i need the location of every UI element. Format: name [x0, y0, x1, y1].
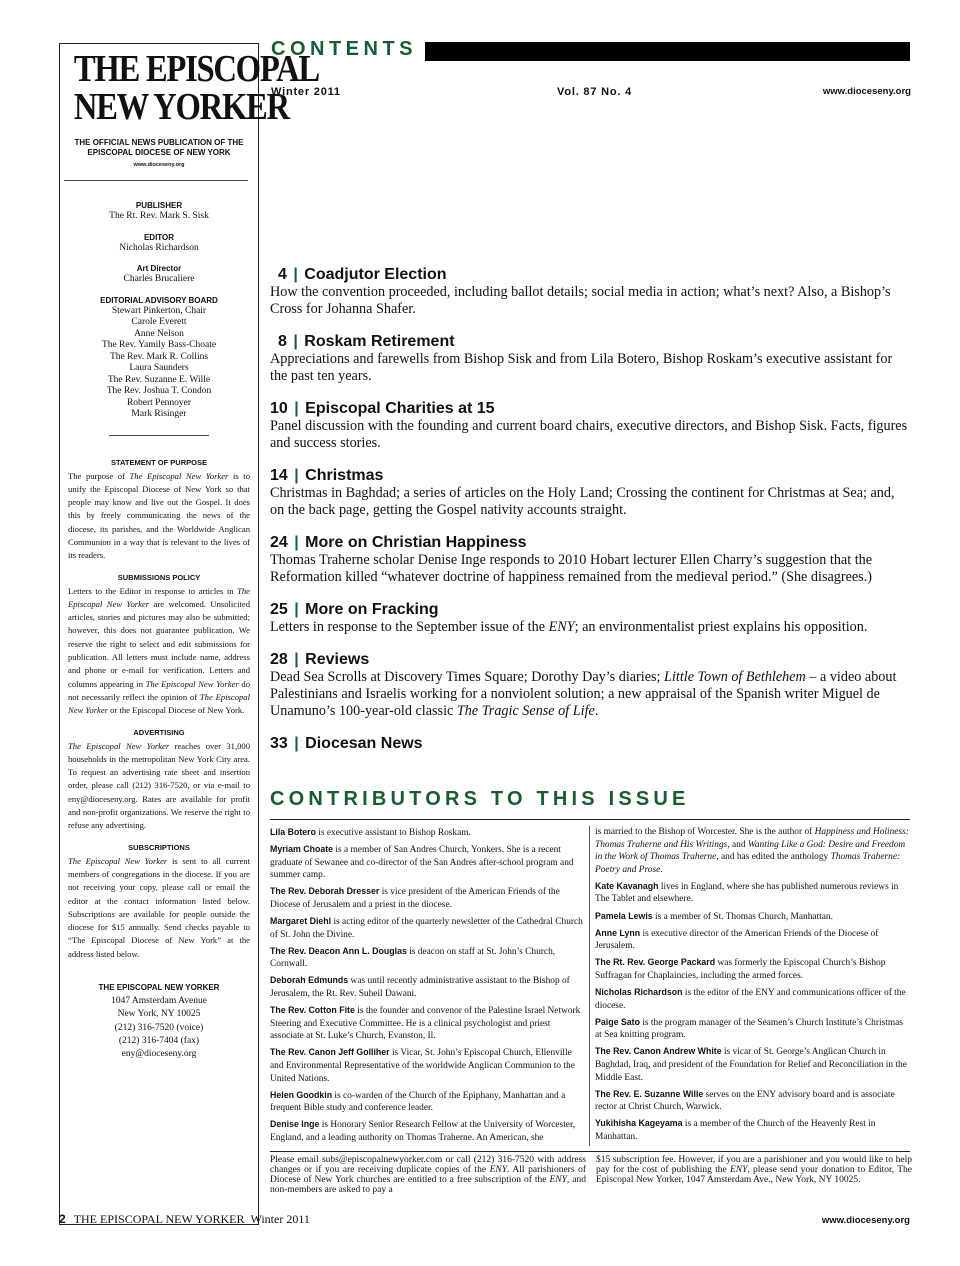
phone-voice: (212) 316-7520 (voice) [114, 1022, 204, 1033]
toc-description: Letters in response to the September issue of the ENY; an environmentalist priest explains his opposition. [270, 619, 868, 635]
contributor-name: The Rev. Canon Andrew White [595, 1046, 722, 1057]
board-member: Mark Risinger [131, 409, 187, 419]
art-director-block [60, 264, 258, 286]
art-director-label: Art Director [136, 264, 182, 273]
contact-email[interactable]: eny@dioceseny.org [121, 1049, 197, 1060]
contributor-entry: The Rev. Deacon Ann L. Douglas is deacon on staff at St. John’s Church, Cornwall. [270, 945, 556, 970]
submissions-heading: SUBMISSIONS POLICY [117, 572, 201, 582]
masthead-line-1: THE EPISCOPAL [73, 48, 319, 90]
sidebar-divider [64, 180, 248, 181]
toc-title: Diocesan News [305, 735, 423, 752]
toc-item[interactable] [270, 651, 912, 720]
contributor-name: Kate Kavanagh [595, 880, 659, 891]
contributor-entry: Helen Goodkin is co-warden of the Church of the Epiphany, Manhattan and a frequent Bible study and conference leader. [270, 1089, 566, 1114]
board-member: Laura Saunders [129, 363, 189, 373]
advisory-board-label: EDITORIAL ADVISORY BOARD [100, 295, 218, 305]
subscriptions-heading: SUBSCRIPTIONS [128, 842, 190, 852]
page-footer [59, 1212, 310, 1227]
board-member: Carole Everett [131, 317, 187, 327]
contributor-name: The Rev. Canon Jeff Golliher [270, 1047, 390, 1058]
toc-title: Reviews [305, 651, 370, 668]
contributor-name: Nicholas Richardson [595, 987, 683, 998]
submissions-text: Letters to the Editor in response to articles in The Episcopal New Yorker are welcomed. Unsolicited articles, stories and pictures may also be submitted; however, this does not guarantee publication. We reserve the right to select and edit submissions for publication. All letters must include name, address and phone or e-mail for verification. Letters and columns appearing in The Episcopal New Yorker do not necessarily reflect the opinion of The Episcopal New Yorker or the Episcopal Diocese of New York. [68, 585, 250, 716]
contributor-name: Margaret Diehl [270, 916, 332, 927]
publisher-label: PUBLISHER [135, 201, 183, 210]
advisory-board-block [60, 296, 258, 421]
toc-separator: | [289, 735, 304, 752]
contributors-column-left [270, 826, 586, 1148]
editor-block [60, 233, 258, 255]
page-number: 2 [59, 1212, 66, 1226]
toc-heading [270, 266, 912, 284]
toc-description: How the convention proceeded, including ballot details; social media in action; what’s next? Also, a Bishop’s Cross for Johanna Shafer. [270, 284, 891, 317]
toc-item[interactable] [270, 400, 912, 452]
phone-fax: (212) 316-7404 (fax) [118, 1035, 200, 1046]
contributor-entry: Anne Lynn is executive director of the American Friends of the Diocese of Jerusalem. [595, 927, 879, 952]
contributor-entry: The Rev. E. Suzanne Wille serves on the ENY advisory board and is associate rector at Christ Church, Warwick. [595, 1088, 895, 1113]
sidebar-short-divider [109, 435, 209, 436]
toc-page-number: 25 [270, 601, 288, 618]
toc-page-number: 4 [278, 266, 287, 283]
toc-separator: | [289, 601, 304, 618]
contact-address [60, 983, 258, 1061]
footer-publication: THE EPISCOPAL NEW YORKER [73, 1212, 245, 1226]
contributor-entry-continued: is married to the Bishop of Worcester. She is the author of Happiness and Holiness: Thomas Traherne and His Writings, and Wanting Like a God: Desire and Freedom in the Work of Thomas Traherne, and has edited the anthology Thomas Traherne: Poetry and Prose. [595, 827, 909, 875]
masthead-line-2: NEW YORKER [73, 86, 289, 128]
contributor-name: Lila Botero [270, 827, 316, 837]
toc-item[interactable] [270, 467, 912, 519]
contributor-entry: Nicholas Richardson is the editor of the ENY and communications officer of the diocese. [595, 987, 906, 1011]
toc-title: Roskam Retirement [304, 333, 455, 350]
subscription-note-right: $15 subscription fee. However, if you are a parishioner and you would like to help pay for the cost of publishing the ENY, please send your donation to Editor, The Episcopal New Yorker, 1047 Amsterdam Ave., New York, NY 10025. [596, 1155, 912, 1185]
toc-page-number: 33 [270, 735, 288, 752]
toc-title: Coadjutor Election [304, 266, 447, 283]
contributor-name: The Rev. Deborah Dresser [270, 886, 380, 897]
editor-label: EDITOR [143, 232, 175, 242]
toc-separator: | [289, 651, 304, 668]
contributor-entry: Kate Kavanagh lives in England, where she has published numerous reviews in The Tablet and elsewhere. [595, 880, 899, 905]
contents-title: CONTENTS [271, 38, 417, 60]
toc-heading [270, 400, 912, 418]
contributors-title: CONTRIBUTORS TO THIS ISSUE [270, 788, 690, 810]
issue-url[interactable]: www.dioceseny.org [822, 86, 911, 97]
editor-name: Nicholas Richardson [119, 242, 199, 253]
contributor-entry: Paige Sato is the program manager of the Seamen’s Church Institute’s Christmas at Sea knitting program. [595, 1016, 903, 1041]
toc-heading [270, 735, 912, 753]
board-member: Robert Pennoyer [126, 397, 192, 408]
contributor-entry: Yukihisha Kageyama is a member of the Church of the Heavenly Rest in Manhattan. [595, 1118, 876, 1142]
toc-description: Christmas in Baghdad; a series of articles on the Holy Land; Crossing the continent for Christmas at Sea; and, on the back page, getting the Gospel nativity accounts straight. [270, 485, 895, 518]
toc-title: Episcopal Charities at 15 [305, 400, 495, 417]
contributor-name: Yukihisha Kageyama [595, 1118, 683, 1129]
art-director-name: Charles Brucaliere [123, 274, 195, 284]
contributors-top-rule [270, 819, 910, 820]
toc-item[interactable] [270, 735, 912, 753]
subscription-note-left: Please email subs@episcopalnewyorker.com or call (212) 316-7520 with address changes or if you are receiving duplicate copies of the ENY. All parishioners of Diocese of New York churches are entitled to a free subscription of the ENY, and non-members are asked to pay a [270, 1155, 586, 1195]
advertising-heading: ADVERTISING [133, 727, 185, 737]
toc-description: Thomas Traherne scholar Denise Inge responds to 2010 Hobart lecturer Ellen Charry’s suggestion that the Reformation killed “whatever doctrine of happiness remained from the medieval period.” (She disagrees.) [270, 552, 873, 585]
purpose-heading: STATEMENT OF PURPOSE [111, 457, 207, 467]
toc-item[interactable] [270, 534, 912, 586]
footer-season: Winter 2011 [250, 1212, 310, 1226]
toc-heading [270, 333, 912, 351]
contributor-name: Paige Sato [595, 1016, 640, 1027]
contributor-name: Denise Inge [270, 1119, 320, 1130]
contributor-entry: Denise Inge is Honorary Senior Research Fellow at the University of Worcester, England, and a leading authority on Thomas Traherne. An American, she [270, 1119, 576, 1143]
contributor-entry: Lila Botero is executive assistant to Bishop Roskam. [270, 827, 471, 838]
contributor-name: The Rev. Cotton Fite [270, 1005, 355, 1016]
contributor-name: The Rt. Rev. George Packard [595, 957, 716, 968]
board-member: Stewart Pinkerton, Chair [111, 305, 207, 316]
issue-volume: Vol. 87 No. 4 [557, 86, 632, 98]
toc-title: More on Christian Happiness [305, 534, 527, 551]
contributor-name: Pamela Lewis [595, 910, 653, 921]
board-member: The Rev. Yamily Bass-Choate [101, 340, 217, 350]
toc-item[interactable] [270, 601, 912, 636]
toc-page-number: 24 [270, 534, 288, 551]
contributor-name: The Rev. E. Suzanne Wille [595, 1088, 704, 1099]
toc-title: More on Fracking [305, 601, 439, 618]
toc-separator: | [288, 333, 303, 350]
toc-item[interactable] [270, 266, 912, 318]
toc-description: Dead Sea Scrolls at Discovery Times Square; Dorothy Day’s diaries; Little Town of Bethlehem – a video about Palestinians and Israelis working for a nonviolent solution; a new appraisal of the Spanish writer Miguel de Unamuno’s 100-year-old classic The Tragic Sense of Life. [270, 669, 897, 719]
board-member: The Rev. Joshua T. Condon [106, 386, 212, 396]
toc-heading [270, 467, 912, 485]
contributors-bottom-rule [270, 1151, 910, 1152]
contributor-name: Anne Lynn [595, 927, 641, 938]
publisher-block [60, 201, 258, 223]
contributor-name: Helen Goodkin [270, 1089, 333, 1100]
masthead-url[interactable]: www.dioceseny.org [133, 162, 185, 168]
toc-heading [270, 601, 912, 619]
masthead-tagline: THE OFFICIAL NEWS PUBLICATION OF THE EPISCOPAL DIOCESE OF NEW YORK [74, 138, 244, 157]
subscriptions-text: The Episcopal New Yorker is sent to all current members of congregations in the diocese. If you are not receiving your copy, please call or email the editor at the contact information listed below. Subscriptions are available for people outside the diocese for $15 annually. Send checks payable to “The Episcopal Diocese of New York” at the address listed below. [68, 855, 250, 959]
contributor-entry: Deborah Edmunds was until recently administrative assistant to the Bishop of Jerusalem, the Rt. Rev. Suheil Dawani. [270, 975, 570, 1000]
toc-page-number: 28 [270, 651, 288, 668]
contributor-entry: Myriam Choate is a member of San Andres Church, Yonkers. She is a recent graduate of Sewanee and co-director of the San Andres after-school program and summer camp. [270, 844, 574, 881]
toc-heading [270, 651, 912, 669]
board-member: Anne Nelson [134, 328, 184, 339]
purpose-text: The purpose of The Episcopal New Yorker is to unify the Episcopal Diocese of New York so that people may know and live out the Gospel. It does this by freely communicating the news of the diocese, its parishes, and the Worldwide Anglican Communion in a way that is relevant to the lives of its readers. [68, 470, 250, 561]
table-of-contents [270, 266, 912, 768]
contributor-entry: The Rev. Canon Andrew White is vicar of St. George’s Anglican Church in Baghdad, Iraq, and president of the Foundation for Relief and Reconciliation in the Middle East. [595, 1046, 907, 1083]
toc-separator: | [289, 534, 304, 551]
issue-date: Winter 2011 [271, 86, 341, 98]
contributor-entry: The Rt. Rev. George Packard was formerly the Episcopal Church’s Bishop Suffragan for Chaplaincies, including the armed forces. [595, 957, 886, 981]
publisher-name: The Rt. Rev. Mark S. Sisk [109, 211, 209, 221]
contents-title-bar [425, 42, 910, 61]
contributor-entry: The Rev. Canon Jeff Golliher is Vicar, St. John’s Episcopal Church, Ellenville and Environmental Representative of the worldwide Anglican Communion to the United Nations. [270, 1047, 575, 1084]
contributors-column-right [595, 826, 911, 1147]
toc-separator: | [289, 467, 304, 484]
contributor-entry: Pamela Lewis is a member of St. Thomas Church, Manhattan. [595, 910, 833, 922]
toc-title: Christmas [305, 467, 384, 484]
toc-separator: | [289, 400, 304, 417]
contributor-name: Deborah Edmunds [270, 975, 349, 986]
toc-description: Panel discussion with the founding and current board chairs, executive directors, and Bishop Sisk. Facts, figures and success stories. [270, 418, 908, 451]
address-heading: THE EPISCOPAL NEW YORKER [98, 983, 220, 992]
advertising-text: The Episcopal New Yorker reaches over 31,000 households in the metropolitan New York City area. To request an advertising rate sheet and insertion order, please call (212) 316-7520, or via e-mail to eny@dioceseny.org. Rates are available for profit and non-profit organizations. We reserve the right to refuse any advertising. [68, 740, 251, 831]
contributor-entry: The Rev. Deborah Dresser is vice president of the American Friends of the Diocese of Jerusalem and a priest in the diocese. [270, 886, 560, 910]
contributors-column-divider [589, 826, 590, 1146]
toc-page-number: 14 [270, 467, 288, 484]
toc-description: Appreciations and farewells from Bishop Sisk and from Lila Botero, Bishop Roskam’s executive assistant for the past ten years. [270, 351, 893, 384]
toc-page-number: 10 [270, 400, 288, 417]
contributor-name: The Rev. Deacon Ann L. Douglas [270, 945, 407, 956]
contributor-entry: Margaret Diehl is acting editor of the quarterly newsletter of the Cathedral Church of St. John the Divine. [270, 916, 583, 940]
footer-url[interactable]: www.dioceseny.org [821, 1215, 910, 1226]
address-line: New York, NY 10025 [117, 1009, 201, 1020]
board-member: The Rev. Mark R. Collins [109, 351, 209, 362]
contributor-name: Myriam Choate [270, 844, 334, 855]
toc-separator: | [288, 266, 303, 283]
toc-item[interactable] [270, 333, 912, 385]
contributor-entry: The Rev. Cotton Fite is the founder and convenor of the Palestine Israel Network Steering and Executive Committee. He is a clinical psychologist and priest associate at St. Luke’s Church, Evanston, Il. [270, 1005, 581, 1042]
toc-page-number: 8 [278, 333, 287, 350]
board-member: The Rev. Suzanne E. Wille [107, 374, 211, 385]
address-line: 1047 Amsterdam Avenue [111, 996, 207, 1006]
toc-heading [270, 534, 912, 552]
